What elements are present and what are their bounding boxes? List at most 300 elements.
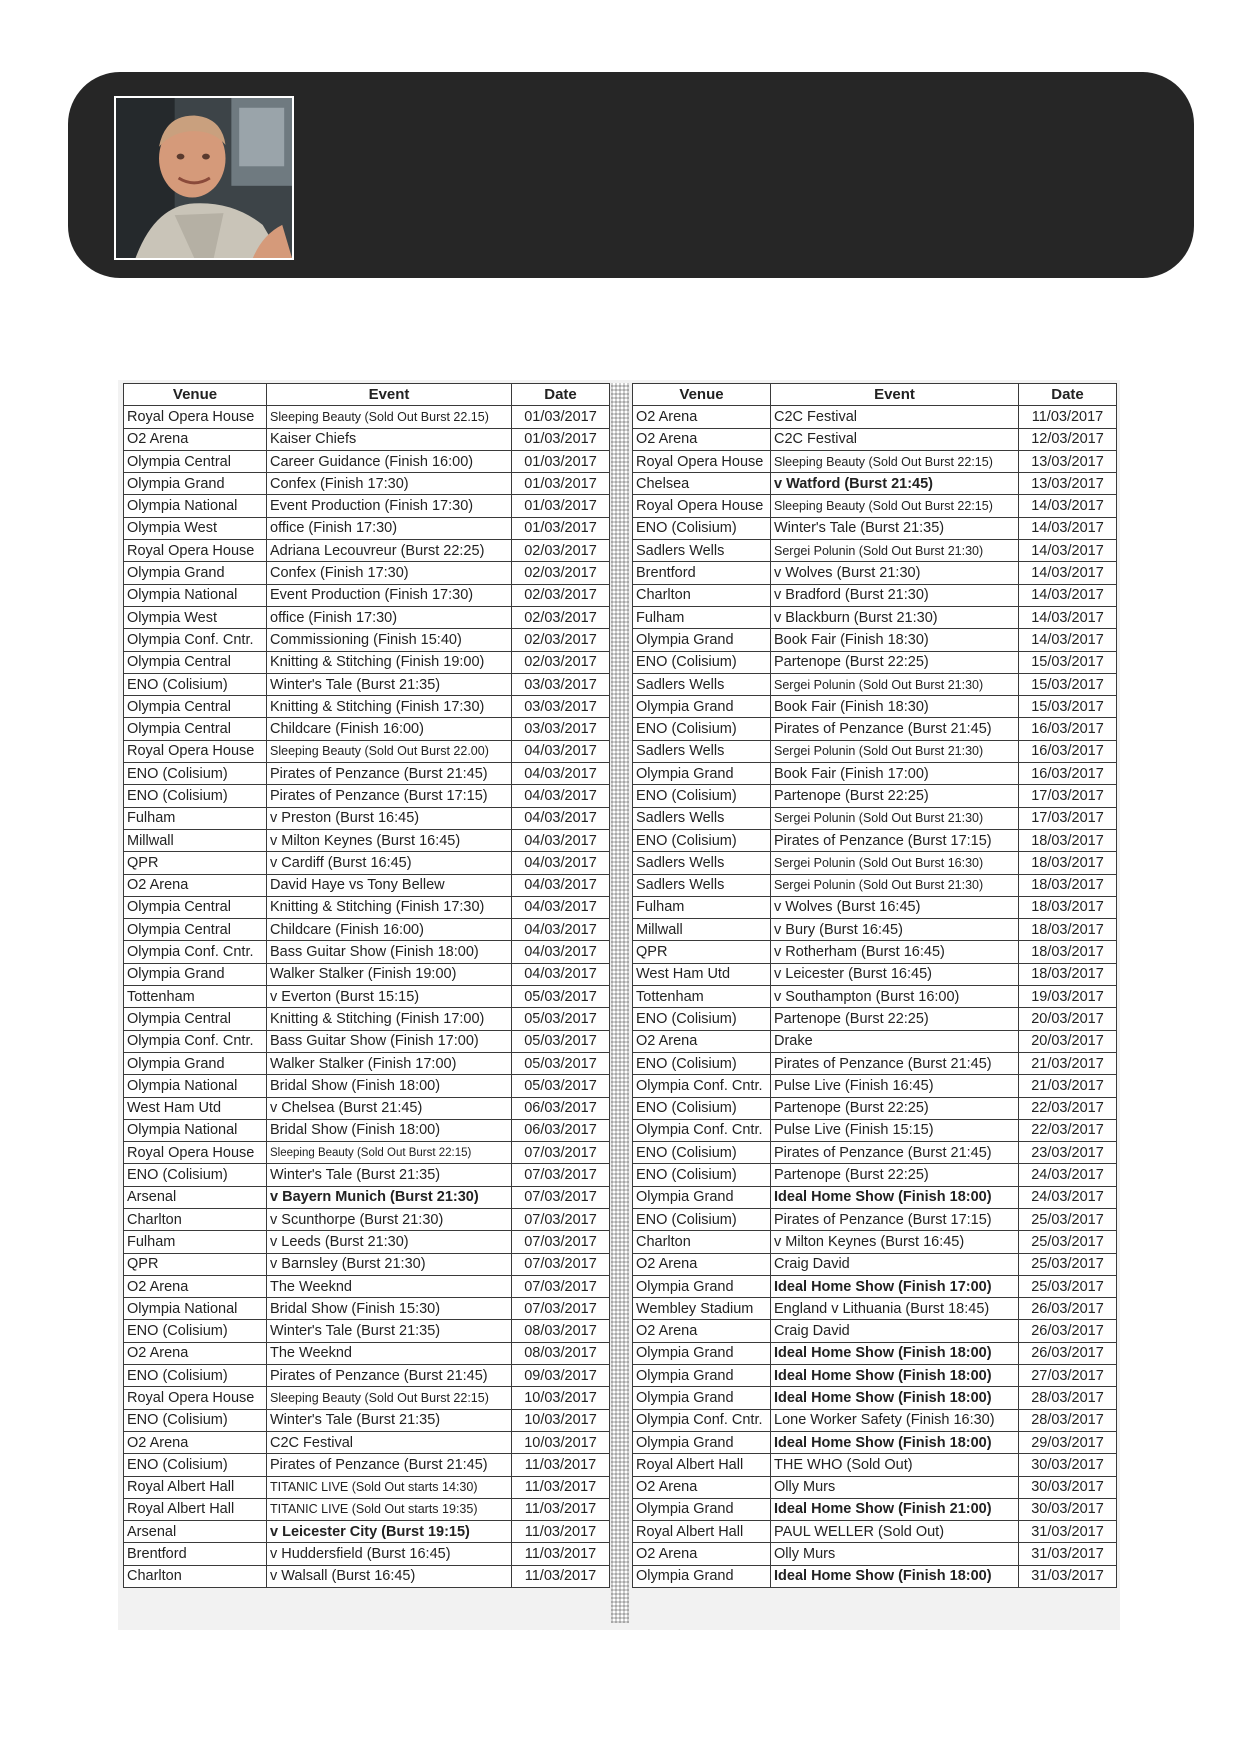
date-cell: 02/03/2017 bbox=[512, 606, 610, 628]
event-cell: Ideal Home Show (Finish 17:00) bbox=[771, 1275, 1019, 1297]
event-cell: Event Production (Finish 17:30) bbox=[267, 584, 512, 606]
date-cell: 05/03/2017 bbox=[512, 986, 610, 1008]
event-cell: Olly Murs bbox=[771, 1476, 1019, 1498]
event-cell: v Leicester (Burst 16:45) bbox=[771, 963, 1019, 985]
event-cell: THE WHO (Sold Out) bbox=[771, 1454, 1019, 1476]
date-cell: 10/03/2017 bbox=[512, 1387, 610, 1409]
date-cell: 15/03/2017 bbox=[1019, 651, 1117, 673]
event-cell: v Blackburn (Burst 21:30) bbox=[771, 606, 1019, 628]
table-row bbox=[124, 1142, 610, 1164]
event-cell: Bass Guitar Show (Finish 18:00) bbox=[267, 941, 512, 963]
table-row bbox=[124, 1052, 610, 1074]
table-row bbox=[124, 584, 610, 606]
table-row bbox=[633, 1387, 1117, 1409]
event-cell: Sleeping Beauty (Sold Out Burst 22:15) bbox=[771, 450, 1019, 472]
table-row bbox=[124, 495, 610, 517]
event-cell: Book Fair (Finish 18:30) bbox=[771, 696, 1019, 718]
table-row bbox=[124, 696, 610, 718]
date-cell: 14/03/2017 bbox=[1019, 562, 1117, 584]
venue-cell: ENO (Colisium) bbox=[124, 1320, 267, 1342]
table-row bbox=[633, 1164, 1117, 1186]
venue-cell: Olympia Central bbox=[124, 718, 267, 740]
date-cell: 26/03/2017 bbox=[1019, 1298, 1117, 1320]
table-row bbox=[124, 874, 610, 896]
date-cell: 24/03/2017 bbox=[1019, 1186, 1117, 1208]
date-cell: 03/03/2017 bbox=[512, 696, 610, 718]
event-cell: Childcare (Finish 16:00) bbox=[267, 919, 512, 941]
venue-cell: Olympia Grand bbox=[633, 1365, 771, 1387]
date-cell: 05/03/2017 bbox=[512, 1052, 610, 1074]
table-row bbox=[633, 606, 1117, 628]
author-photo bbox=[114, 96, 294, 260]
date-cell: 14/03/2017 bbox=[1019, 606, 1117, 628]
venue-cell: Royal Opera House bbox=[633, 450, 771, 472]
venue-cell: QPR bbox=[633, 941, 771, 963]
venue-cell: Brentford bbox=[633, 562, 771, 584]
table-row bbox=[124, 1231, 610, 1253]
date-cell: 05/03/2017 bbox=[512, 1008, 610, 1030]
date-cell: 02/03/2017 bbox=[512, 562, 610, 584]
venue-cell: O2 Arena bbox=[633, 1476, 771, 1498]
table-row bbox=[633, 673, 1117, 695]
event-cell: Career Guidance (Finish 16:00) bbox=[267, 450, 512, 472]
table-row bbox=[633, 763, 1117, 785]
table-row bbox=[124, 1565, 610, 1587]
venue-cell: Charlton bbox=[124, 1208, 267, 1230]
table-row bbox=[124, 1164, 610, 1186]
event-cell: Pirates of Penzance (Burst 21:45) bbox=[267, 1365, 512, 1387]
event-cell: Walker Stalker (Finish 19:00) bbox=[267, 963, 512, 985]
date-cell: 07/03/2017 bbox=[512, 1164, 610, 1186]
event-cell: v Huddersfield (Burst 16:45) bbox=[267, 1543, 512, 1565]
venue-cell: Olympia Grand bbox=[633, 1565, 771, 1587]
venue-cell: Olympia Conf. Cntr. bbox=[633, 1119, 771, 1141]
date-cell: 18/03/2017 bbox=[1019, 963, 1117, 985]
venue-cell: ENO (Colisium) bbox=[633, 517, 771, 539]
table-row bbox=[124, 785, 610, 807]
date-cell: 18/03/2017 bbox=[1019, 852, 1117, 874]
event-cell: Sleeping Beauty (Sold Out Burst 22.00) bbox=[267, 740, 512, 762]
date-cell: 31/03/2017 bbox=[1019, 1543, 1117, 1565]
date-cell: 25/03/2017 bbox=[1019, 1208, 1117, 1230]
venue-cell: ENO (Colisium) bbox=[124, 1454, 267, 1476]
date-cell: 16/03/2017 bbox=[1019, 763, 1117, 785]
event-cell: v Preston (Burst 16:45) bbox=[267, 807, 512, 829]
event-cell: Winter's Tale (Burst 21:35) bbox=[771, 517, 1019, 539]
header-venue: Venue bbox=[124, 384, 267, 406]
table-row bbox=[633, 1052, 1117, 1074]
table-row bbox=[124, 896, 610, 918]
table-row bbox=[633, 517, 1117, 539]
venue-cell: ENO (Colisium) bbox=[124, 763, 267, 785]
table-row bbox=[124, 606, 610, 628]
venue-cell: O2 Arena bbox=[124, 874, 267, 896]
venue-cell: Royal Opera House bbox=[124, 740, 267, 762]
venue-cell: O2 Arena bbox=[633, 1543, 771, 1565]
table-row bbox=[633, 1431, 1117, 1453]
venue-cell: Olympia Central bbox=[124, 450, 267, 472]
date-cell: 20/03/2017 bbox=[1019, 1008, 1117, 1030]
venue-cell: O2 Arena bbox=[124, 1431, 267, 1453]
table-row bbox=[124, 517, 610, 539]
event-cell: Craig David bbox=[771, 1320, 1019, 1342]
table-row bbox=[124, 1498, 610, 1520]
venue-cell: ENO (Colisium) bbox=[124, 1409, 267, 1431]
header-date: Date bbox=[1019, 384, 1117, 406]
table-row bbox=[633, 1498, 1117, 1520]
date-cell: 12/03/2017 bbox=[1019, 428, 1117, 450]
event-cell: PAUL WELLER (Sold Out) bbox=[771, 1521, 1019, 1543]
table-header-row bbox=[124, 384, 610, 406]
table-row bbox=[633, 896, 1117, 918]
venue-cell: O2 Arena bbox=[633, 428, 771, 450]
date-cell: 30/03/2017 bbox=[1019, 1454, 1117, 1476]
table-row bbox=[633, 1409, 1117, 1431]
event-cell: v Scunthorpe (Burst 21:30) bbox=[267, 1208, 512, 1230]
venue-cell: O2 Arena bbox=[633, 1320, 771, 1342]
table-row bbox=[124, 406, 610, 428]
date-cell: 18/03/2017 bbox=[1019, 896, 1117, 918]
header-event: Event bbox=[771, 384, 1019, 406]
event-cell: Sergei Polunin (Sold Out Burst 21:30) bbox=[771, 807, 1019, 829]
venue-cell: Olympia National bbox=[124, 495, 267, 517]
event-cell: Winter's Tale (Burst 21:35) bbox=[267, 673, 512, 695]
table-row bbox=[124, 1320, 610, 1342]
table-row bbox=[633, 1476, 1117, 1498]
event-cell: Pirates of Penzance (Burst 17:15) bbox=[267, 785, 512, 807]
date-cell: 07/03/2017 bbox=[512, 1231, 610, 1253]
date-cell: 04/03/2017 bbox=[512, 785, 610, 807]
date-cell: 04/03/2017 bbox=[512, 963, 610, 985]
date-cell: 25/03/2017 bbox=[1019, 1231, 1117, 1253]
date-cell: 04/03/2017 bbox=[512, 807, 610, 829]
table-row bbox=[124, 540, 610, 562]
table-row bbox=[633, 919, 1117, 941]
table-row bbox=[633, 1454, 1117, 1476]
event-cell: Sergei Polunin (Sold Out Burst 16:30) bbox=[771, 852, 1019, 874]
event-cell: Bass Guitar Show (Finish 17:00) bbox=[267, 1030, 512, 1052]
event-cell: Sergei Polunin (Sold Out Burst 21:30) bbox=[771, 540, 1019, 562]
event-cell: v Watford (Burst 21:45) bbox=[771, 473, 1019, 495]
venue-cell: Royal Opera House bbox=[124, 1387, 267, 1409]
venue-cell: Olympia West bbox=[124, 606, 267, 628]
event-cell: TITANIC LIVE (Sold Out starts 19:35) bbox=[267, 1498, 512, 1520]
event-cell: v Bayern Munich (Burst 21:30) bbox=[267, 1186, 512, 1208]
date-cell: 11/03/2017 bbox=[512, 1454, 610, 1476]
table-row bbox=[633, 1275, 1117, 1297]
date-cell: 03/03/2017 bbox=[512, 673, 610, 695]
date-cell: 28/03/2017 bbox=[1019, 1409, 1117, 1431]
event-cell: Sleeping Beauty (Sold Out Burst 22:15) bbox=[771, 495, 1019, 517]
event-cell: v Bradford (Burst 21:30) bbox=[771, 584, 1019, 606]
table-row bbox=[633, 740, 1117, 762]
venue-cell: Olympia Conf. Cntr. bbox=[124, 941, 267, 963]
table-row bbox=[124, 941, 610, 963]
event-cell: Ideal Home Show (Finish 18:00) bbox=[771, 1186, 1019, 1208]
event-cell: Winter's Tale (Burst 21:35) bbox=[267, 1164, 512, 1186]
table-row bbox=[124, 1119, 610, 1141]
venue-cell: ENO (Colisium) bbox=[124, 1365, 267, 1387]
date-cell: 07/03/2017 bbox=[512, 1208, 610, 1230]
table-row bbox=[633, 473, 1117, 495]
date-cell: 07/03/2017 bbox=[512, 1142, 610, 1164]
table-row bbox=[633, 963, 1117, 985]
table-row bbox=[633, 1119, 1117, 1141]
date-cell: 04/03/2017 bbox=[512, 852, 610, 874]
venue-cell: Arsenal bbox=[124, 1186, 267, 1208]
event-cell: Partenope (Burst 22:25) bbox=[771, 651, 1019, 673]
table-row bbox=[124, 986, 610, 1008]
event-cell: v Bury (Burst 16:45) bbox=[771, 919, 1019, 941]
venue-cell: Sadlers Wells bbox=[633, 673, 771, 695]
venue-cell: Royal Opera House bbox=[124, 406, 267, 428]
event-cell: Pirates of Penzance (Burst 21:45) bbox=[771, 1142, 1019, 1164]
venue-cell: ENO (Colisium) bbox=[124, 785, 267, 807]
event-cell: Winter's Tale (Burst 21:35) bbox=[267, 1320, 512, 1342]
event-cell: v Milton Keynes (Burst 16:45) bbox=[267, 829, 512, 851]
date-cell: 11/03/2017 bbox=[512, 1521, 610, 1543]
table-row bbox=[633, 718, 1117, 740]
venue-cell: O2 Arena bbox=[124, 1275, 267, 1297]
venue-cell: Fulham bbox=[124, 1231, 267, 1253]
date-cell: 04/03/2017 bbox=[512, 919, 610, 941]
event-cell: Sergei Polunin (Sold Out Burst 21:30) bbox=[771, 673, 1019, 695]
venue-cell: Olympia Central bbox=[124, 651, 267, 673]
table-row bbox=[124, 1275, 610, 1297]
table-row bbox=[633, 1365, 1117, 1387]
date-cell: 27/03/2017 bbox=[1019, 1365, 1117, 1387]
table-row bbox=[124, 1365, 610, 1387]
date-cell: 11/03/2017 bbox=[512, 1543, 610, 1565]
date-cell: 08/03/2017 bbox=[512, 1342, 610, 1364]
event-cell: v Southampton (Burst 16:00) bbox=[771, 986, 1019, 1008]
venue-cell: ENO (Colisium) bbox=[633, 651, 771, 673]
venue-cell: ENO (Colisium) bbox=[633, 1052, 771, 1074]
date-cell: 25/03/2017 bbox=[1019, 1253, 1117, 1275]
event-cell: England v Lithuania (Burst 18:45) bbox=[771, 1298, 1019, 1320]
event-cell: Ideal Home Show (Finish 18:00) bbox=[771, 1431, 1019, 1453]
event-cell: v Wolves (Burst 16:45) bbox=[771, 896, 1019, 918]
event-cell: Winter's Tale (Burst 21:35) bbox=[267, 1409, 512, 1431]
venue-cell: West Ham Utd bbox=[124, 1097, 267, 1119]
event-cell: Commissioning (Finish 15:40) bbox=[267, 629, 512, 651]
event-cell: Knitting & Stitching (Finish 19:00) bbox=[267, 651, 512, 673]
event-cell: v Leeds (Burst 21:30) bbox=[267, 1231, 512, 1253]
venue-cell: Royal Opera House bbox=[124, 540, 267, 562]
table-row bbox=[124, 740, 610, 762]
table-row bbox=[124, 1543, 610, 1565]
table-row bbox=[124, 473, 610, 495]
event-cell: Craig David bbox=[771, 1253, 1019, 1275]
table-row bbox=[124, 1342, 610, 1364]
date-cell: 04/03/2017 bbox=[512, 740, 610, 762]
venue-cell: QPR bbox=[124, 1253, 267, 1275]
venue-cell: Royal Albert Hall bbox=[633, 1454, 771, 1476]
date-cell: 02/03/2017 bbox=[512, 584, 610, 606]
table-row bbox=[124, 852, 610, 874]
date-cell: 14/03/2017 bbox=[1019, 517, 1117, 539]
venue-cell: Sadlers Wells bbox=[633, 540, 771, 562]
table-row bbox=[633, 406, 1117, 428]
venue-cell: ENO (Colisium) bbox=[633, 1008, 771, 1030]
date-cell: 02/03/2017 bbox=[512, 651, 610, 673]
event-cell: v Cardiff (Burst 16:45) bbox=[267, 852, 512, 874]
table-row bbox=[124, 1454, 610, 1476]
event-cell: David Haye vs Tony Bellew bbox=[267, 874, 512, 896]
event-cell: Ideal Home Show (Finish 18:00) bbox=[771, 1565, 1019, 1587]
date-cell: 18/03/2017 bbox=[1019, 874, 1117, 896]
venue-cell: ENO (Colisium) bbox=[633, 1164, 771, 1186]
event-cell: C2C Festival bbox=[267, 1431, 512, 1453]
table-row bbox=[633, 829, 1117, 851]
table-row bbox=[124, 629, 610, 651]
date-cell: 10/03/2017 bbox=[512, 1431, 610, 1453]
venue-cell: Olympia Grand bbox=[633, 763, 771, 785]
event-cell: The Weeknd bbox=[267, 1275, 512, 1297]
date-cell: 07/03/2017 bbox=[512, 1275, 610, 1297]
table-row bbox=[124, 1030, 610, 1052]
event-cell: Pirates of Penzance (Burst 17:15) bbox=[771, 829, 1019, 851]
table-row bbox=[124, 1476, 610, 1498]
event-cell: v Everton (Burst 15:15) bbox=[267, 986, 512, 1008]
table-row bbox=[124, 1431, 610, 1453]
date-cell: 18/03/2017 bbox=[1019, 829, 1117, 851]
venue-cell: Olympia Conf. Cntr. bbox=[633, 1075, 771, 1097]
date-cell: 31/03/2017 bbox=[1019, 1521, 1117, 1543]
table-row bbox=[633, 1543, 1117, 1565]
date-cell: 04/03/2017 bbox=[512, 763, 610, 785]
venue-cell: Royal Opera House bbox=[633, 495, 771, 517]
event-cell: Sergei Polunin (Sold Out Burst 21:30) bbox=[771, 740, 1019, 762]
event-cell: Partenope (Burst 22:25) bbox=[771, 1008, 1019, 1030]
venue-cell: Olympia Grand bbox=[633, 629, 771, 651]
venue-cell: Olympia Grand bbox=[633, 1387, 771, 1409]
date-cell: 11/03/2017 bbox=[1019, 406, 1117, 428]
venue-cell: ENO (Colisium) bbox=[633, 1097, 771, 1119]
venue-cell: Olympia Grand bbox=[124, 473, 267, 495]
event-cell: Book Fair (Finish 17:00) bbox=[771, 763, 1019, 785]
event-cell: v Chelsea (Burst 21:45) bbox=[267, 1097, 512, 1119]
schedule-table-left bbox=[123, 383, 610, 1588]
venue-cell: Royal Opera House bbox=[124, 1142, 267, 1164]
venue-cell: Sadlers Wells bbox=[633, 874, 771, 896]
event-cell: v Leicester City (Burst 19:15) bbox=[267, 1521, 512, 1543]
date-cell: 01/03/2017 bbox=[512, 406, 610, 428]
event-cell: Confex (Finish 17:30) bbox=[267, 562, 512, 584]
table-header-row bbox=[633, 384, 1117, 406]
event-cell: Knitting & Stitching (Finish 17:30) bbox=[267, 896, 512, 918]
event-cell: Pirates of Penzance (Burst 21:45) bbox=[267, 763, 512, 785]
table-row bbox=[633, 1342, 1117, 1364]
date-cell: 30/03/2017 bbox=[1019, 1476, 1117, 1498]
event-cell: Drake bbox=[771, 1030, 1019, 1052]
date-cell: 04/03/2017 bbox=[512, 874, 610, 896]
event-cell: Adriana Lecouvreur (Burst 22:25) bbox=[267, 540, 512, 562]
event-cell: Knitting & Stitching (Finish 17:00) bbox=[267, 1008, 512, 1030]
venue-cell: Olympia Central bbox=[124, 919, 267, 941]
date-cell: 22/03/2017 bbox=[1019, 1119, 1117, 1141]
event-cell: TITANIC LIVE (Sold Out starts 14:30) bbox=[267, 1476, 512, 1498]
date-cell: 18/03/2017 bbox=[1019, 919, 1117, 941]
venue-cell: Sadlers Wells bbox=[633, 740, 771, 762]
table-row bbox=[124, 562, 610, 584]
venue-cell: Olympia Conf. Cntr. bbox=[633, 1409, 771, 1431]
table-row bbox=[124, 1075, 610, 1097]
date-cell: 02/03/2017 bbox=[512, 629, 610, 651]
date-cell: 19/03/2017 bbox=[1019, 986, 1117, 1008]
date-cell: 14/03/2017 bbox=[1019, 629, 1117, 651]
date-cell: 04/03/2017 bbox=[512, 829, 610, 851]
date-cell: 15/03/2017 bbox=[1019, 673, 1117, 695]
table-row bbox=[633, 651, 1117, 673]
event-cell: Pulse Live (Finish 15:15) bbox=[771, 1119, 1019, 1141]
table-row bbox=[633, 852, 1117, 874]
table-row bbox=[124, 1208, 610, 1230]
event-cell: office (Finish 17:30) bbox=[267, 517, 512, 539]
venue-cell: Brentford bbox=[124, 1543, 267, 1565]
event-cell: v Wolves (Burst 21:30) bbox=[771, 562, 1019, 584]
table-row bbox=[633, 1298, 1117, 1320]
event-cell: Pirates of Penzance (Burst 21:45) bbox=[267, 1454, 512, 1476]
venue-cell: Olympia Grand bbox=[124, 963, 267, 985]
venue-cell: Millwall bbox=[633, 919, 771, 941]
date-cell: 23/03/2017 bbox=[1019, 1142, 1117, 1164]
venue-cell: Fulham bbox=[633, 896, 771, 918]
date-cell: 04/03/2017 bbox=[512, 941, 610, 963]
date-cell: 09/03/2017 bbox=[512, 1365, 610, 1387]
event-cell: Ideal Home Show (Finish 18:00) bbox=[771, 1365, 1019, 1387]
event-cell: v Walsall (Burst 16:45) bbox=[267, 1565, 512, 1587]
table-row bbox=[124, 673, 610, 695]
venue-cell: Royal Albert Hall bbox=[124, 1498, 267, 1520]
date-cell: 01/03/2017 bbox=[512, 473, 610, 495]
table-row bbox=[633, 1231, 1117, 1253]
date-cell: 01/03/2017 bbox=[512, 495, 610, 517]
date-cell: 26/03/2017 bbox=[1019, 1320, 1117, 1342]
date-cell: 06/03/2017 bbox=[512, 1119, 610, 1141]
table-row bbox=[124, 1253, 610, 1275]
event-cell: Ideal Home Show (Finish 18:00) bbox=[771, 1342, 1019, 1364]
table-row bbox=[633, 495, 1117, 517]
date-cell: 06/03/2017 bbox=[512, 1097, 610, 1119]
event-cell: Childcare (Finish 16:00) bbox=[267, 718, 512, 740]
venue-cell: Wembley Stadium bbox=[633, 1298, 771, 1320]
table-row bbox=[633, 1030, 1117, 1052]
date-cell: 16/03/2017 bbox=[1019, 718, 1117, 740]
table-row bbox=[124, 1387, 610, 1409]
date-cell: 01/03/2017 bbox=[512, 428, 610, 450]
venue-cell: Olympia National bbox=[124, 1075, 267, 1097]
event-cell: v Rotherham (Burst 16:45) bbox=[771, 941, 1019, 963]
venue-cell: Olympia Grand bbox=[633, 1431, 771, 1453]
date-cell: 24/03/2017 bbox=[1019, 1164, 1117, 1186]
venue-cell: Olympia Grand bbox=[633, 1342, 771, 1364]
date-cell: 17/03/2017 bbox=[1019, 807, 1117, 829]
table-row bbox=[124, 829, 610, 851]
venue-cell: ENO (Colisium) bbox=[124, 1164, 267, 1186]
table-row bbox=[124, 428, 610, 450]
header-venue: Venue bbox=[633, 384, 771, 406]
table-row bbox=[633, 1008, 1117, 1030]
table-row bbox=[124, 1186, 610, 1208]
table-row bbox=[633, 807, 1117, 829]
date-cell: 25/03/2017 bbox=[1019, 1275, 1117, 1297]
table-row bbox=[633, 1253, 1117, 1275]
venue-cell: Charlton bbox=[124, 1565, 267, 1587]
date-cell: 20/03/2017 bbox=[1019, 1030, 1117, 1052]
venue-cell: Olympia Grand bbox=[124, 1052, 267, 1074]
date-cell: 02/03/2017 bbox=[512, 540, 610, 562]
